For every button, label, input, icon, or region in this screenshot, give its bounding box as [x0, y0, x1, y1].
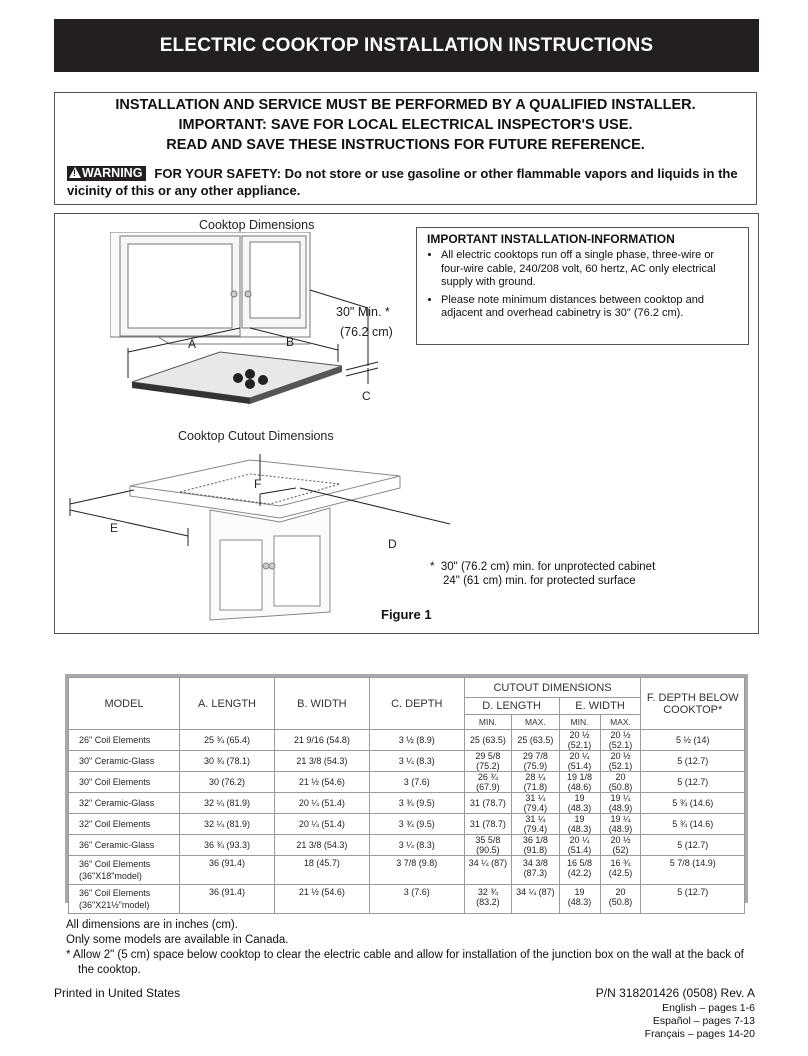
cell-width: 20 ¼ (51.4) — [274, 814, 369, 835]
cell-e-max: 20 ½ (52.1) — [600, 730, 641, 751]
cell-d-max: 29 7/8 (75.9) — [512, 751, 559, 772]
cell-e-min: 19 (48.3) — [559, 885, 600, 914]
lang-spanish: Español – pages 7-13 — [652, 1015, 755, 1027]
part-number: P/N 318201426 (0508) Rev. A — [595, 986, 755, 1000]
header-e-width: E. WIDTH — [559, 698, 641, 715]
info-item: • Please note minimum distances between cooktop and adjacent and overhead cabinetry is 30" (76.2 cm). — [441, 294, 738, 321]
note-line-2: Only some models are available in Canada. — [66, 934, 289, 946]
cell-depth: 3 ½ (8.9) — [369, 730, 464, 751]
cooktop-dimensions-label: Cooktop Dimensions — [199, 218, 315, 232]
important-information-box — [416, 227, 749, 345]
notice-line-1: INSTALLATION AND SERVICE MUST BE PERFORMED BY A QUALIFIED INSTALLER. — [115, 97, 696, 113]
info-item: • All electric cooktops run off a single phase, three-wire or four-wire cable, 240/208 volt, 60 hertz, AC only electrical supply with ground. — [441, 249, 738, 290]
table-row — [69, 835, 745, 856]
cell-f-depth: 5 7/8 (14.9) — [641, 856, 745, 885]
notice-line-2: IMPORTANT: SAVE FOR LOCAL ELECTRICAL INSPECTOR'S USE. — [178, 117, 633, 133]
cell-model: 32" Coil Elements — [69, 814, 180, 835]
cell-length: 36 (91.4) — [180, 885, 275, 914]
cell-width: 21 ½ (54.6) — [274, 885, 369, 914]
cell-d-min: 26 ¾ (67.9) — [464, 772, 511, 793]
table-row — [69, 730, 745, 751]
cell-model: 26" Coil Elements — [69, 730, 180, 751]
cell-width: 21 ½ (54.6) — [274, 772, 369, 793]
cell-depth: 3 ¾ (9.5) — [369, 814, 464, 835]
note-line-1: All dimensions are in inches (cm). — [66, 919, 238, 931]
cell-width: 21 9/16 (54.8) — [274, 730, 369, 751]
header-e-max: MAX. — [600, 715, 641, 730]
cell-d-max: 28 ¼ (71.8) — [512, 772, 559, 793]
min-clearance-label: 30" Min. * — [336, 305, 390, 319]
cell-e-min: 20 ¼ (51.4) — [559, 835, 600, 856]
cell-e-min: 19 (48.3) — [559, 814, 600, 835]
warning-text: FOR YOUR SAFETY: Do not store or use gasoline or other flammable vapors and liquids in the vicinity of this or any other appliance. — [67, 166, 738, 198]
cell-length: 32 ¼ (81.9) — [180, 793, 275, 814]
cell-model: 30" Ceramic-Glass — [69, 751, 180, 772]
header-d-max: MAX. — [512, 715, 559, 730]
header-f-depth: F. DEPTH BELOW COOKTOP* — [641, 678, 745, 730]
cell-length: 30 ¾ (78.1) — [180, 751, 275, 772]
cell-f-depth: 5 (12.7) — [641, 772, 745, 793]
cell-model: 30" Coil Elements — [69, 772, 180, 793]
table-row — [69, 751, 745, 772]
cell-depth: 3 ¼ (8.3) — [369, 751, 464, 772]
installer-notice-box — [54, 92, 757, 205]
dimension-letter-a: A — [188, 337, 197, 351]
table-row — [69, 772, 745, 793]
cutout-dimensions-drawing — [60, 444, 460, 624]
cell-width: 18 (45.7) — [274, 856, 369, 885]
cell-d-min: 29 5/8 (75.2) — [464, 751, 511, 772]
warning-triangle-icon — [69, 167, 81, 178]
table-row — [69, 856, 745, 885]
dimension-letter-f: F — [254, 477, 262, 491]
cell-width: 20 ¼ (51.4) — [274, 793, 369, 814]
cell-length: 36 ¾ (93.3) — [180, 835, 275, 856]
cell-f-depth: 5 (12.7) — [641, 751, 745, 772]
cell-d-max: 36 1/8 (91.8) — [512, 835, 559, 856]
cell-e-max: 20 (50.8) — [600, 885, 641, 914]
notice-line-3: READ AND SAVE THESE INSTRUCTIONS FOR FUTURE REFERENCE. — [166, 137, 645, 153]
header-length: A. LENGTH — [180, 678, 275, 730]
cell-e-max: 19 ¼ (48.9) — [600, 814, 641, 835]
cell-d-max: 31 ¼ (79.4) — [512, 793, 559, 814]
cooktop-illustration — [132, 352, 342, 404]
cell-e-min: 20 ¼ (51.4) — [559, 751, 600, 772]
cell-e-max: 19 ¼ (48.9) — [600, 793, 641, 814]
cell-d-max: 34 ¼ (87) — [512, 885, 559, 914]
cell-e-min: 19 1/8 (48.6) — [559, 772, 600, 793]
dimension-letter-b: B — [286, 335, 295, 349]
warning-badge — [67, 166, 146, 181]
cell-f-depth: 5 (12.7) — [641, 885, 745, 914]
cell-d-max: 34 3/8 (87.3) — [512, 856, 559, 885]
dimension-letter-e: E — [110, 521, 119, 535]
cutout-dimensions-label: Cooktop Cutout Dimensions — [178, 429, 334, 443]
cell-d-min: 31 (78.7) — [464, 814, 511, 835]
figure-footnote — [430, 560, 655, 588]
header-depth: C. DEPTH — [369, 678, 464, 730]
table-row — [69, 885, 745, 914]
cell-model: 36" Coil Elements (36"X18"model) — [69, 856, 180, 885]
base-cabinet-illustration — [130, 460, 400, 620]
cell-f-depth: 5 ¾ (14.6) — [641, 814, 745, 835]
cell-length: 32 ¼ (81.9) — [180, 814, 275, 835]
cell-e-min: 20 ½ (52.1) — [559, 730, 600, 751]
cell-e-max: 16 ¾ (42.5) — [600, 856, 641, 885]
cell-d-min: 31 (78.7) — [464, 793, 511, 814]
dimensions-table — [68, 677, 745, 914]
lang-french: Français – pages 14-20 — [644, 1028, 755, 1040]
table-notes — [66, 918, 756, 978]
table-row — [69, 793, 745, 814]
cell-f-depth: 5 (12.7) — [641, 835, 745, 856]
table-row — [69, 814, 745, 835]
dimension-letter-d: D — [388, 537, 397, 551]
page-title — [54, 19, 759, 72]
cell-d-max: 31 ¼ (79.4) — [512, 814, 559, 835]
warning-label: WARNING — [82, 166, 143, 180]
figure-caption: Figure 1 — [381, 607, 432, 622]
info-title: IMPORTANT INSTALLATION-INFORMATION — [427, 232, 675, 246]
note-line-3: * Allow 2" (5 cm) space below cooktop to clear the electric cable and allow for installation of the junction box on the wall at the back of the cooktop. — [66, 949, 744, 976]
cell-f-depth: 5 ½ (14) — [641, 730, 745, 751]
header-cutout: CUTOUT DIMENSIONS — [464, 678, 641, 698]
cell-d-min: 32 ¾ (83.2) — [464, 885, 511, 914]
cell-depth: 3 ¼ (8.3) — [369, 835, 464, 856]
page-title-text: ELECTRIC COOKTOP INSTALLATION INSTRUCTIONS — [159, 34, 654, 56]
cell-model: 32" Ceramic-Glass — [69, 793, 180, 814]
upper-cabinet-illustration — [110, 232, 310, 344]
cell-e-min: 19 (48.3) — [559, 793, 600, 814]
cell-width: 21 3/8 (54.3) — [274, 835, 369, 856]
header-d-min: MIN. — [464, 715, 511, 730]
cell-depth: 3 ¾ (9.5) — [369, 793, 464, 814]
language-page-index — [645, 1002, 755, 1041]
cell-depth: 3 (7.6) — [369, 885, 464, 914]
cell-d-max: 25 (63.5) — [512, 730, 559, 751]
cell-f-depth: 5 ¾ (14.6) — [641, 793, 745, 814]
cell-width: 21 3/8 (54.3) — [274, 751, 369, 772]
header-d-length: D. LENGTH — [464, 698, 559, 715]
footnote-line-1: 30" (76.2 cm) min. for unprotected cabinet — [440, 561, 656, 573]
cell-e-max: 20 (50.8) — [600, 772, 641, 793]
min-clearance-metric: (76.2 cm) — [340, 325, 393, 339]
printed-in-label: Printed in United States — [54, 986, 181, 1000]
cell-model: 36" Coil Elements (36"X21½"model) — [69, 885, 180, 914]
cell-e-min: 16 5/8 (42.2) — [559, 856, 600, 885]
header-model: MODEL — [69, 678, 180, 730]
header-e-min: MIN. — [559, 715, 600, 730]
cell-d-min: 35 5/8 (90.5) — [464, 835, 511, 856]
cell-length: 25 ¾ (65.4) — [180, 730, 275, 751]
info-list — [427, 249, 738, 321]
cell-e-max: 20 ½ (52.1) — [600, 751, 641, 772]
header-width: B. WIDTH — [274, 678, 369, 730]
cell-d-min: 25 (63.5) — [464, 730, 511, 751]
footnote-asterisk: * — [430, 561, 441, 573]
dimension-letter-c: C — [362, 389, 371, 403]
cell-length: 30 (76.2) — [180, 772, 275, 793]
cell-depth: 3 7/8 (9.8) — [369, 856, 464, 885]
cell-model: 36" Ceramic-Glass — [69, 835, 180, 856]
cell-length: 36 (91.4) — [180, 856, 275, 885]
cell-depth: 3 (7.6) — [369, 772, 464, 793]
cell-d-min: 34 ¼ (87) — [464, 856, 511, 885]
cell-e-max: 20 ½ (52) — [600, 835, 641, 856]
warning-statement — [67, 165, 747, 199]
footnote-line-2: 24" (61 cm) min. for protected surface — [443, 575, 636, 587]
lang-english: English – pages 1-6 — [662, 1002, 755, 1014]
dimensions-table-frame — [65, 674, 748, 910]
